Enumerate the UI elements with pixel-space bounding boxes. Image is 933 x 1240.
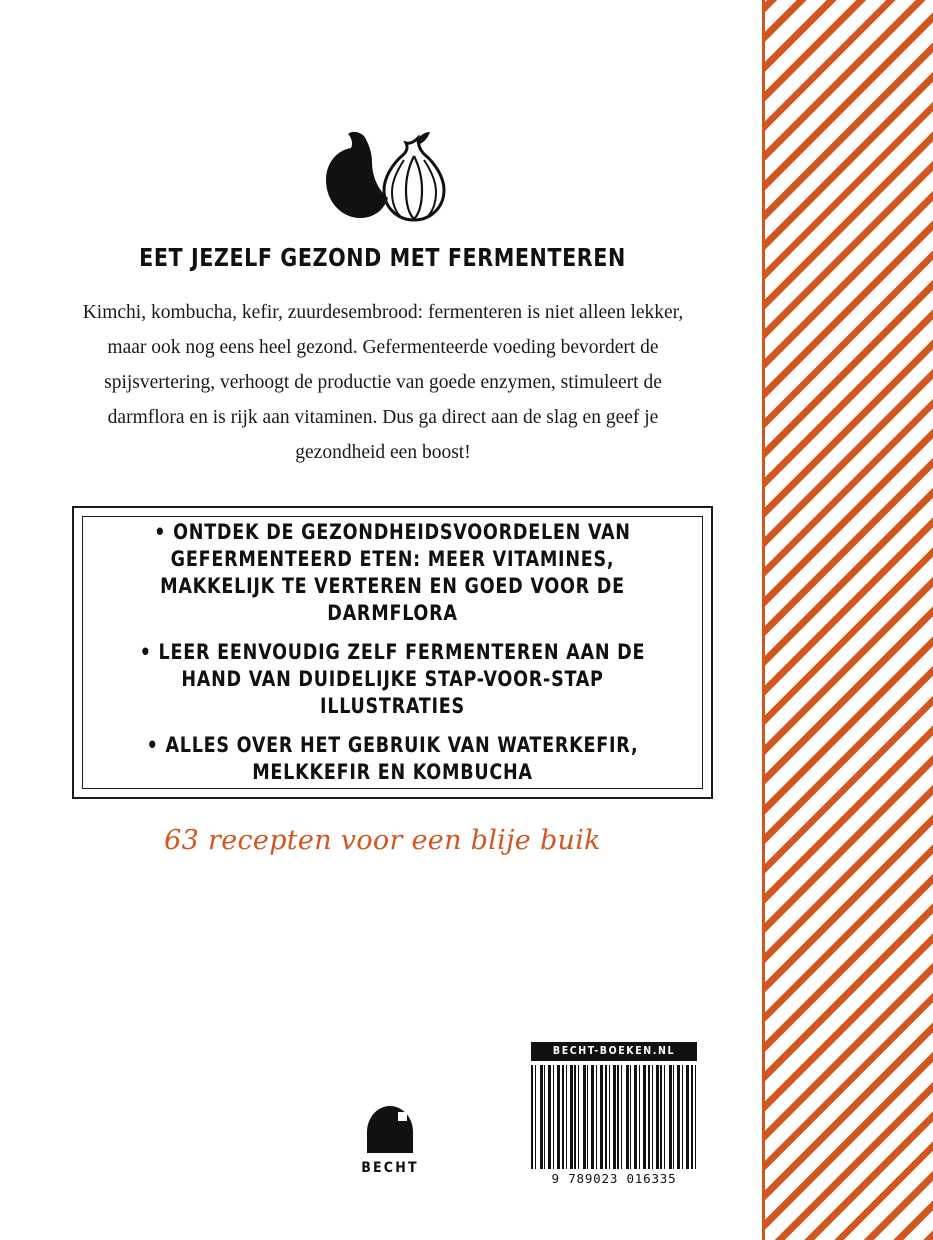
tagline: 63 recepten voor een blije buik [164,825,601,856]
becht-house-icon [367,1098,413,1153]
list-item: • LEER EENVOUDIG ZELF FERMENTEREN AAN DE HAND VAN DUIDELIJKE STAP-VOOR-STAP ILLUSTRATIES [139,640,646,718]
barcode [531,1065,697,1186]
intro-paragraph: Kimchi, kombucha, kefir, zuurdesembrood: fermenteren is niet alleen lekker, maar ook nog eens heel gezond. Gefermenteerde voeding bevordert de spijsvertering, verhoogt de productie van goede enzymen, stimuleert de darmflora en is rijk aan vitaminen. Dus ga direct aan de slag en geef je gezondheid een boost! [82,302,684,463]
fig-and-onion-illustration [0,130,765,227]
highlights-box [72,506,713,799]
barcode-bars [531,1065,697,1169]
list-item: • ALLES OVER HET GEBRUIK VAN WATERKEFIR, MELKKEFIR EN KOMBUCHA [146,733,639,784]
publisher-name: BECHT [361,1160,419,1176]
page-title: EET JEZELF GEZOND MET FERMENTEREN [139,243,626,272]
striped-spine-panel [765,0,933,1240]
website-tag: BECHT-BOEKEN.NL [531,1042,697,1061]
logo-dot-shape [398,1112,407,1121]
barcode-digits: 9 789023 016335 [551,1171,677,1186]
list-item: • ONTDEK DE GEZONDHEIDSVOORDELEN VAN GEFERMENTEERD ETEN: MEER VITAMINES, MAKKELIJK TE VERTEREN EN GOED VOOR DE DARMFLORA [154,520,631,625]
publisher-logo [340,1098,440,1176]
highlights-box-inner [82,516,703,789]
